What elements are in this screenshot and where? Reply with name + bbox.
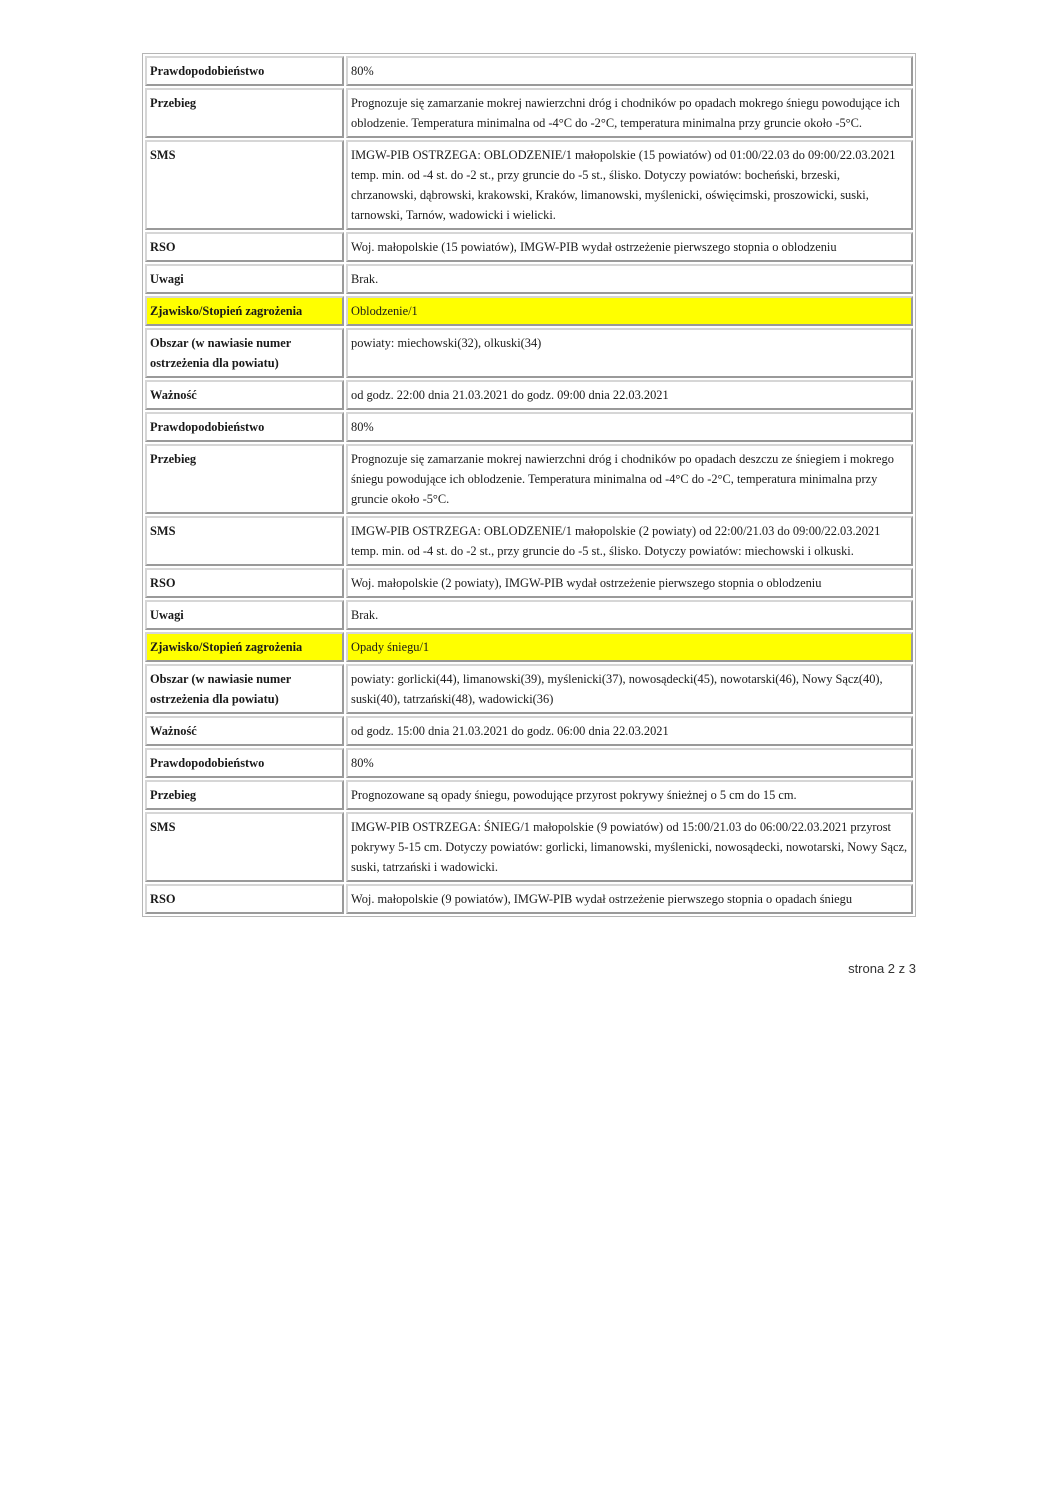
row-label: SMS bbox=[145, 812, 344, 882]
table-row bbox=[145, 88, 913, 138]
row-value: od godz. 15:00 dnia 21.03.2021 do godz. 06:00 dnia 22.03.2021 bbox=[346, 716, 913, 746]
row-value: IMGW-PIB OSTRZEGA: OBLODZENIE/1 małopolskie (15 powiatów) od 01:00/22.03 do 09:00/22.03.2021 temp. min. od -4 st. do -2 st., przy gruncie do -5 st., ślisko. Dotyczy powiatów: bocheński, brzeski, chrzanowski, dąbrowski, krakowski, Kraków, limanowski, myślenicki, oświęcimski, proszowicki, suski, tarnowski, Tarnów, wadowicki i wielicki. bbox=[346, 140, 913, 230]
row-label: Prawdopodobieństwo bbox=[145, 748, 344, 778]
row-label: Przebieg bbox=[145, 88, 344, 138]
row-value: Prognozowane są opady śniegu, powodujące przyrost pokrywy śnieżnej o 5 cm do 15 cm. bbox=[346, 780, 913, 810]
row-value: Opady śniegu/1 bbox=[346, 632, 913, 662]
table-row bbox=[145, 664, 913, 714]
row-value: Oblodzenie/1 bbox=[346, 296, 913, 326]
page-content bbox=[142, 53, 916, 977]
row-value: Brak. bbox=[346, 600, 913, 630]
table-row bbox=[145, 568, 913, 598]
row-label: Ważność bbox=[145, 380, 344, 410]
table-row bbox=[145, 812, 913, 882]
row-value: Woj. małopolskie (15 powiatów), IMGW-PIB wydał ostrzeżenie pierwszego stopnia o oblodzeniu bbox=[346, 232, 913, 262]
warning-table-body bbox=[145, 56, 913, 914]
row-value: powiaty: gorlicki(44), limanowski(39), myślenicki(37), nowosądecki(45), nowotarski(46), Nowy Sącz(40), suski(40), tatrzański(48), wadowicki(36) bbox=[346, 664, 913, 714]
row-label: Obszar (w nawiasie numer ostrzeżenia dla powiatu) bbox=[145, 328, 344, 378]
table-row bbox=[145, 884, 913, 914]
row-label: Zjawisko/Stopień zagrożenia bbox=[145, 296, 344, 326]
row-value: 80% bbox=[346, 748, 913, 778]
warning-table bbox=[142, 53, 916, 917]
row-value: 80% bbox=[346, 412, 913, 442]
table-row bbox=[145, 264, 913, 294]
row-value: Prognozuje się zamarzanie mokrej nawierzchni dróg i chodników po opadach deszczu ze śniegiem i mokrego śniegu powodujące ich oblodzenie. Temperatura minimalna od -4°C do -2°C, temperatura minimalna przy gruncie około -5°C. bbox=[346, 444, 913, 514]
row-label: SMS bbox=[145, 140, 344, 230]
row-label: Ważność bbox=[145, 716, 344, 746]
row-value: Woj. małopolskie (9 powiatów), IMGW-PIB wydał ostrzeżenie pierwszego stopnia o opadach śniegu bbox=[346, 884, 913, 914]
row-label: RSO bbox=[145, 884, 344, 914]
row-value: Brak. bbox=[346, 264, 913, 294]
table-row-phenomenon bbox=[145, 632, 913, 662]
row-label: Uwagi bbox=[145, 600, 344, 630]
table-row bbox=[145, 716, 913, 746]
row-value: Woj. małopolskie (2 powiaty), IMGW-PIB wydał ostrzeżenie pierwszego stopnia o oblodzeniu bbox=[346, 568, 913, 598]
table-row bbox=[145, 748, 913, 778]
table-row-phenomenon bbox=[145, 296, 913, 326]
row-label: Prawdopodobieństwo bbox=[145, 412, 344, 442]
row-value: IMGW-PIB OSTRZEGA: ŚNIEG/1 małopolskie (9 powiatów) od 15:00/21.03 do 06:00/22.03.2021 przyrost pokrywy 5-15 cm. Dotyczy powiatów: gorlicki, limanowski, myślenicki, nowosądecki, nowotarski, Nowy Sącz, suski, tatrzański i wadowicki. bbox=[346, 812, 913, 882]
row-label: RSO bbox=[145, 232, 344, 262]
row-label: Zjawisko/Stopień zagrożenia bbox=[145, 632, 344, 662]
page-number: strona 2 z 3 bbox=[848, 961, 916, 976]
row-label: Przebieg bbox=[145, 444, 344, 514]
row-label: Prawdopodobieństwo bbox=[145, 56, 344, 86]
table-row bbox=[145, 600, 913, 630]
table-row bbox=[145, 444, 913, 514]
table-row bbox=[145, 232, 913, 262]
row-label: Obszar (w nawiasie numer ostrzeżenia dla powiatu) bbox=[145, 664, 344, 714]
table-row bbox=[145, 56, 913, 86]
row-value: 80% bbox=[346, 56, 913, 86]
row-label: Uwagi bbox=[145, 264, 344, 294]
row-label: RSO bbox=[145, 568, 344, 598]
table-row bbox=[145, 140, 913, 230]
table-row bbox=[145, 780, 913, 810]
row-label: Przebieg bbox=[145, 780, 344, 810]
row-label: SMS bbox=[145, 516, 344, 566]
row-value: Prognozuje się zamarzanie mokrej nawierzchni dróg i chodników po opadach mokrego śniegu powodujące ich oblodzenie. Temperatura minimalna od -4°C do -2°C, temperatura minimalna przy gruncie około -5°C. bbox=[346, 88, 913, 138]
table-row bbox=[145, 412, 913, 442]
table-row bbox=[145, 328, 913, 378]
row-value: IMGW-PIB OSTRZEGA: OBLODZENIE/1 małopolskie (2 powiaty) od 22:00/21.03 do 09:00/22.03.2021 temp. min. od -4 st. do -2 st., przy gruncie do -5 st., ślisko. Dotyczy powiatów: miechowski i olkuski. bbox=[346, 516, 913, 566]
row-value: od godz. 22:00 dnia 21.03.2021 do godz. 09:00 dnia 22.03.2021 bbox=[346, 380, 913, 410]
table-row bbox=[145, 380, 913, 410]
table-row bbox=[145, 516, 913, 566]
row-value: powiaty: miechowski(32), olkuski(34) bbox=[346, 328, 913, 378]
